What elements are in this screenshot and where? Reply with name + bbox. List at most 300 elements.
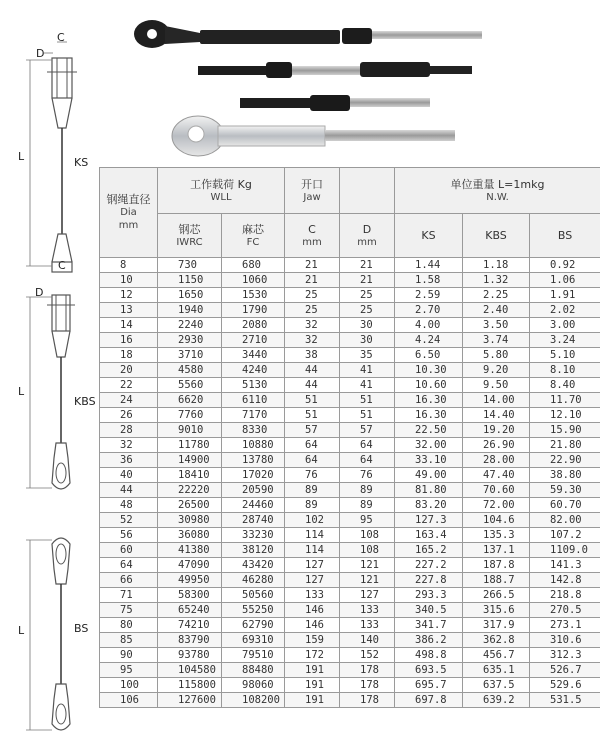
cell-fc: 680	[222, 258, 285, 273]
cell-bs: 310.6	[530, 633, 600, 648]
cell-iwrc: 1940	[158, 303, 222, 318]
cell-d: 108	[340, 528, 395, 543]
cell-bs: 531.5	[530, 693, 600, 708]
cell-dia: 90	[100, 648, 158, 663]
cell-fc: 20590	[222, 483, 285, 498]
cell-dia: 10	[100, 273, 158, 288]
cell-ks: 1.58	[395, 273, 463, 288]
cell-kbs: 9.50	[463, 378, 530, 393]
cell-dia: 44	[100, 483, 158, 498]
cell-iwrc: 9010	[158, 423, 222, 438]
cell-kbs: 28.00	[463, 453, 530, 468]
header-c: C mm	[285, 214, 340, 258]
cell-kbs: 14.00	[463, 393, 530, 408]
cell-dia: 24	[100, 393, 158, 408]
cell-fc: 3440	[222, 348, 285, 363]
cell-c: 114	[285, 543, 340, 558]
cell-fc: 62790	[222, 618, 285, 633]
cell-bs: 21.80	[530, 438, 600, 453]
cell-fc: 7170	[222, 408, 285, 423]
cell-bs: 8.40	[530, 378, 600, 393]
cell-kbs: 9.20	[463, 363, 530, 378]
cell-dia: 32	[100, 438, 158, 453]
cell-kbs: 14.40	[463, 408, 530, 423]
cell-iwrc: 3710	[158, 348, 222, 363]
cell-kbs: 639.2	[463, 693, 530, 708]
cell-kbs: 456.7	[463, 648, 530, 663]
cell-iwrc: 6620	[158, 393, 222, 408]
cell-fc: 24460	[222, 498, 285, 513]
cell-dia: 80	[100, 618, 158, 633]
cell-fc: 1530	[222, 288, 285, 303]
cell-d: 41	[340, 363, 395, 378]
cell-iwrc: 1650	[158, 288, 222, 303]
cell-kbs: 266.5	[463, 588, 530, 603]
swage-fitting-long	[198, 62, 472, 78]
cell-dia: 75	[100, 603, 158, 618]
cell-bs: 273.1	[530, 618, 600, 633]
cell-iwrc: 58300	[158, 588, 222, 603]
bs-label: BS	[74, 622, 89, 635]
header-ks: KS	[395, 214, 463, 258]
cell-kbs: 104.6	[463, 513, 530, 528]
cell-dia: 16	[100, 333, 158, 348]
cell-d: 30	[340, 318, 395, 333]
cell-dia: 64	[100, 558, 158, 573]
cell-iwrc: 47090	[158, 558, 222, 573]
cell-kbs: 47.40	[463, 468, 530, 483]
cell-fc: 43420	[222, 558, 285, 573]
cell-d: 121	[340, 558, 395, 573]
cell-iwrc: 83790	[158, 633, 222, 648]
cell-kbs: 26.90	[463, 438, 530, 453]
ks-label: KS	[74, 156, 89, 169]
cell-kbs: 315.6	[463, 603, 530, 618]
cell-iwrc: 26500	[158, 498, 222, 513]
cell-c: 57	[285, 423, 340, 438]
cell-d: 133	[340, 618, 395, 633]
cell-ks: 4.00	[395, 318, 463, 333]
table-row	[100, 273, 600, 288]
cell-c: 21	[285, 273, 340, 288]
spec-table-body	[100, 258, 600, 708]
ks-dim-c: C	[57, 31, 65, 44]
cell-bs: 107.2	[530, 528, 600, 543]
kbs-drawing	[0, 283, 99, 498]
cell-c: 89	[285, 498, 340, 513]
cell-c: 172	[285, 648, 340, 663]
cell-dia: 56	[100, 528, 158, 543]
cell-d: 95	[340, 513, 395, 528]
cell-d: 127	[340, 588, 395, 603]
cell-ks: 695.7	[395, 678, 463, 693]
cell-fc: 5130	[222, 378, 285, 393]
cell-bs: 5.10	[530, 348, 600, 363]
table-row	[100, 453, 600, 468]
cell-dia: 71	[100, 588, 158, 603]
cell-kbs: 3.74	[463, 333, 530, 348]
cell-fc: 4240	[222, 363, 285, 378]
cell-bs: 8.10	[530, 363, 600, 378]
cell-iwrc: 2240	[158, 318, 222, 333]
cell-kbs: 72.00	[463, 498, 530, 513]
cell-bs: 11.70	[530, 393, 600, 408]
cell-bs: 529.6	[530, 678, 600, 693]
cell-c: 89	[285, 483, 340, 498]
cell-kbs: 1.32	[463, 273, 530, 288]
cell-c: 32	[285, 318, 340, 333]
cell-bs: 3.00	[530, 318, 600, 333]
cell-d: 64	[340, 438, 395, 453]
cell-c: 191	[285, 693, 340, 708]
cell-d: 41	[340, 378, 395, 393]
cell-iwrc: 65240	[158, 603, 222, 618]
table-row	[100, 693, 600, 708]
cell-d: 178	[340, 678, 395, 693]
cell-bs: 12.10	[530, 408, 600, 423]
kbs-dim-l: L	[18, 385, 25, 398]
cell-kbs: 2.40	[463, 303, 530, 318]
cell-ks: 4.24	[395, 333, 463, 348]
cell-ks: 227.2	[395, 558, 463, 573]
cell-fc: 50560	[222, 588, 285, 603]
cell-d: 51	[340, 393, 395, 408]
cell-c: 25	[285, 288, 340, 303]
cell-d: 25	[340, 303, 395, 318]
cell-fc: 10880	[222, 438, 285, 453]
cell-d: 57	[340, 423, 395, 438]
bs-drawing	[0, 534, 99, 744]
cell-c: 191	[285, 663, 340, 678]
cell-bs: 526.7	[530, 663, 600, 678]
cell-dia: 66	[100, 573, 158, 588]
cell-c: 114	[285, 528, 340, 543]
cell-dia: 26	[100, 408, 158, 423]
cell-kbs: 187.8	[463, 558, 530, 573]
header-dia: 钢绳直径 Dia mm	[100, 168, 158, 258]
cell-c: 127	[285, 558, 340, 573]
table-row	[100, 513, 600, 528]
cell-fc: 88480	[222, 663, 285, 678]
table-row	[100, 438, 600, 453]
cell-iwrc: 5560	[158, 378, 222, 393]
cell-ks: 165.2	[395, 543, 463, 558]
cell-ks: 6.50	[395, 348, 463, 363]
header-bs: BS	[530, 214, 600, 258]
table-row	[100, 648, 600, 663]
cell-c: 64	[285, 453, 340, 468]
cell-ks: 498.8	[395, 648, 463, 663]
table-row	[100, 423, 600, 438]
cell-bs: 60.70	[530, 498, 600, 513]
table-row	[100, 573, 600, 588]
cell-bs: 1.91	[530, 288, 600, 303]
cell-fc: 33230	[222, 528, 285, 543]
header-fc: 麻芯 FC	[222, 214, 285, 258]
table-row	[100, 603, 600, 618]
cell-ks: 340.5	[395, 603, 463, 618]
cell-ks: 386.2	[395, 633, 463, 648]
cell-ks: 83.20	[395, 498, 463, 513]
cell-ks: 81.80	[395, 483, 463, 498]
header-empty	[340, 168, 395, 214]
cell-iwrc: 104580	[158, 663, 222, 678]
cell-kbs: 5.80	[463, 348, 530, 363]
cell-bs: 22.90	[530, 453, 600, 468]
header-wll: 工作载荷 Kg WLL	[158, 168, 285, 214]
cell-c: 146	[285, 603, 340, 618]
cell-d: 178	[340, 663, 395, 678]
cell-fc: 6110	[222, 393, 285, 408]
cell-iwrc: 4580	[158, 363, 222, 378]
cell-ks: 10.30	[395, 363, 463, 378]
cell-kbs: 362.8	[463, 633, 530, 648]
cell-dia: 85	[100, 633, 158, 648]
cell-fc: 46280	[222, 573, 285, 588]
table-row	[100, 303, 600, 318]
cell-dia: 100	[100, 678, 158, 693]
cell-dia: 36	[100, 453, 158, 468]
bs-dim-l: L	[18, 624, 25, 637]
cell-iwrc: 14900	[158, 453, 222, 468]
cell-d: 178	[340, 693, 395, 708]
ks-dim-l: L	[18, 150, 25, 163]
cell-d: 89	[340, 498, 395, 513]
cell-iwrc: 74210	[158, 618, 222, 633]
table-row	[100, 663, 600, 678]
header-weight: 单位重量 L=1mkg N.W.	[395, 168, 600, 214]
eye-fitting-galvanized	[172, 116, 455, 156]
cell-fc: 79510	[222, 648, 285, 663]
cell-kbs: 2.25	[463, 288, 530, 303]
cell-kbs: 135.3	[463, 528, 530, 543]
cell-fc: 1790	[222, 303, 285, 318]
cell-bs: 0.92	[530, 258, 600, 273]
cell-fc: 8330	[222, 423, 285, 438]
cell-d: 76	[340, 468, 395, 483]
spec-table	[99, 167, 600, 708]
cell-kbs: 637.5	[463, 678, 530, 693]
cell-ks: 49.00	[395, 468, 463, 483]
ks-drawing	[0, 28, 99, 273]
ks-dim-d: D	[36, 47, 45, 60]
cell-iwrc: 11780	[158, 438, 222, 453]
table-row	[100, 483, 600, 498]
table-row	[100, 333, 600, 348]
cell-c: 32	[285, 333, 340, 348]
cell-iwrc: 30980	[158, 513, 222, 528]
table-row	[100, 468, 600, 483]
cell-dia: 106	[100, 693, 158, 708]
cell-dia: 48	[100, 498, 158, 513]
cell-ks: 227.8	[395, 573, 463, 588]
cell-d: 152	[340, 648, 395, 663]
cell-iwrc: 115800	[158, 678, 222, 693]
cell-dia: 18	[100, 348, 158, 363]
cell-kbs: 188.7	[463, 573, 530, 588]
cell-fc: 55250	[222, 603, 285, 618]
cell-dia: 8	[100, 258, 158, 273]
cell-iwrc: 7760	[158, 408, 222, 423]
cell-fc: 28740	[222, 513, 285, 528]
cell-d: 89	[340, 483, 395, 498]
table-row	[100, 363, 600, 378]
kbs-label: KBS	[74, 395, 96, 408]
cell-d: 108	[340, 543, 395, 558]
cell-dia: 95	[100, 663, 158, 678]
cell-bs: 1.06	[530, 273, 600, 288]
cell-c: 102	[285, 513, 340, 528]
cell-ks: 22.50	[395, 423, 463, 438]
cell-c: 44	[285, 363, 340, 378]
cell-ks: 697.8	[395, 693, 463, 708]
cell-kbs: 137.1	[463, 543, 530, 558]
cell-iwrc: 22220	[158, 483, 222, 498]
cell-ks: 10.60	[395, 378, 463, 393]
cell-iwrc: 41380	[158, 543, 222, 558]
cell-bs: 270.5	[530, 603, 600, 618]
cell-c: 51	[285, 393, 340, 408]
header-kbs: KBS	[463, 214, 530, 258]
cell-kbs: 635.1	[463, 663, 530, 678]
header-d: D mm	[340, 214, 395, 258]
table-row	[100, 318, 600, 333]
cell-iwrc: 18410	[158, 468, 222, 483]
cell-bs: 142.8	[530, 573, 600, 588]
table-row	[100, 588, 600, 603]
cell-bs: 38.80	[530, 468, 600, 483]
cell-iwrc: 93780	[158, 648, 222, 663]
cell-iwrc: 1150	[158, 273, 222, 288]
header-iwrc: 钢芯 IWRC	[158, 214, 222, 258]
cell-bs: 82.00	[530, 513, 600, 528]
cell-bs: 218.8	[530, 588, 600, 603]
cell-dia: 12	[100, 288, 158, 303]
cell-c: 44	[285, 378, 340, 393]
cell-kbs: 1.18	[463, 258, 530, 273]
cell-bs: 141.3	[530, 558, 600, 573]
cell-ks: 127.3	[395, 513, 463, 528]
cell-c: 76	[285, 468, 340, 483]
cell-bs: 15.90	[530, 423, 600, 438]
cell-bs: 312.3	[530, 648, 600, 663]
cell-dia: 14	[100, 318, 158, 333]
cell-fc: 17020	[222, 468, 285, 483]
cell-d: 35	[340, 348, 395, 363]
table-row	[100, 618, 600, 633]
kbs-dim-d: D	[35, 286, 44, 299]
table-row	[100, 408, 600, 423]
cell-dia: 28	[100, 423, 158, 438]
cell-d: 140	[340, 633, 395, 648]
cell-d: 121	[340, 573, 395, 588]
cell-d: 21	[340, 258, 395, 273]
cell-c: 64	[285, 438, 340, 453]
cell-kbs: 19.20	[463, 423, 530, 438]
cell-ks: 32.00	[395, 438, 463, 453]
cell-dia: 13	[100, 303, 158, 318]
cell-fc: 1060	[222, 273, 285, 288]
cell-fc: 108200	[222, 693, 285, 708]
cell-fc: 69310	[222, 633, 285, 648]
cell-c: 146	[285, 618, 340, 633]
cell-bs: 59.30	[530, 483, 600, 498]
cell-dia: 22	[100, 378, 158, 393]
cell-c: 127	[285, 573, 340, 588]
cell-dia: 40	[100, 468, 158, 483]
cell-ks: 693.5	[395, 663, 463, 678]
eye-fitting-black	[134, 20, 482, 48]
cell-iwrc: 730	[158, 258, 222, 273]
cell-d: 133	[340, 603, 395, 618]
cell-c: 21	[285, 258, 340, 273]
cell-fc: 98060	[222, 678, 285, 693]
cell-d: 64	[340, 453, 395, 468]
cell-dia: 52	[100, 513, 158, 528]
cell-c: 133	[285, 588, 340, 603]
cell-kbs: 70.60	[463, 483, 530, 498]
cell-d: 21	[340, 273, 395, 288]
cell-ks: 1.44	[395, 258, 463, 273]
cell-iwrc: 2930	[158, 333, 222, 348]
table-row	[100, 393, 600, 408]
cell-d: 25	[340, 288, 395, 303]
cell-fc: 2710	[222, 333, 285, 348]
table-row	[100, 558, 600, 573]
cell-c: 38	[285, 348, 340, 363]
cell-bs: 1109.0	[530, 543, 600, 558]
cell-iwrc: 127600	[158, 693, 222, 708]
cell-ks: 33.10	[395, 453, 463, 468]
cell-iwrc: 36080	[158, 528, 222, 543]
cell-fc: 13780	[222, 453, 285, 468]
table-row	[100, 498, 600, 513]
cell-dia: 60	[100, 543, 158, 558]
ks-dim-c-bottom: C	[58, 259, 66, 272]
table-row	[100, 633, 600, 648]
table-row	[100, 288, 600, 303]
cell-bs: 2.02	[530, 303, 600, 318]
cell-ks: 163.4	[395, 528, 463, 543]
cell-c: 191	[285, 678, 340, 693]
swage-fitting-short	[240, 95, 430, 111]
table-row	[100, 543, 600, 558]
cell-ks: 2.59	[395, 288, 463, 303]
table-row	[100, 378, 600, 393]
cell-ks: 2.70	[395, 303, 463, 318]
cell-kbs: 3.50	[463, 318, 530, 333]
cell-d: 30	[340, 333, 395, 348]
table-row	[100, 528, 600, 543]
cell-c: 159	[285, 633, 340, 648]
cell-ks: 341.7	[395, 618, 463, 633]
cell-ks: 293.3	[395, 588, 463, 603]
cell-ks: 16.30	[395, 393, 463, 408]
cell-d: 51	[340, 408, 395, 423]
cell-kbs: 317.9	[463, 618, 530, 633]
cell-ks: 16.30	[395, 408, 463, 423]
product-photos	[110, 0, 600, 165]
cell-dia: 20	[100, 363, 158, 378]
cell-fc: 38120	[222, 543, 285, 558]
header-jaw: 开口 Jaw	[285, 168, 340, 214]
table-row	[100, 348, 600, 363]
cell-bs: 3.24	[530, 333, 600, 348]
cell-c: 25	[285, 303, 340, 318]
cell-c: 51	[285, 408, 340, 423]
table-row	[100, 258, 600, 273]
cell-iwrc: 49950	[158, 573, 222, 588]
